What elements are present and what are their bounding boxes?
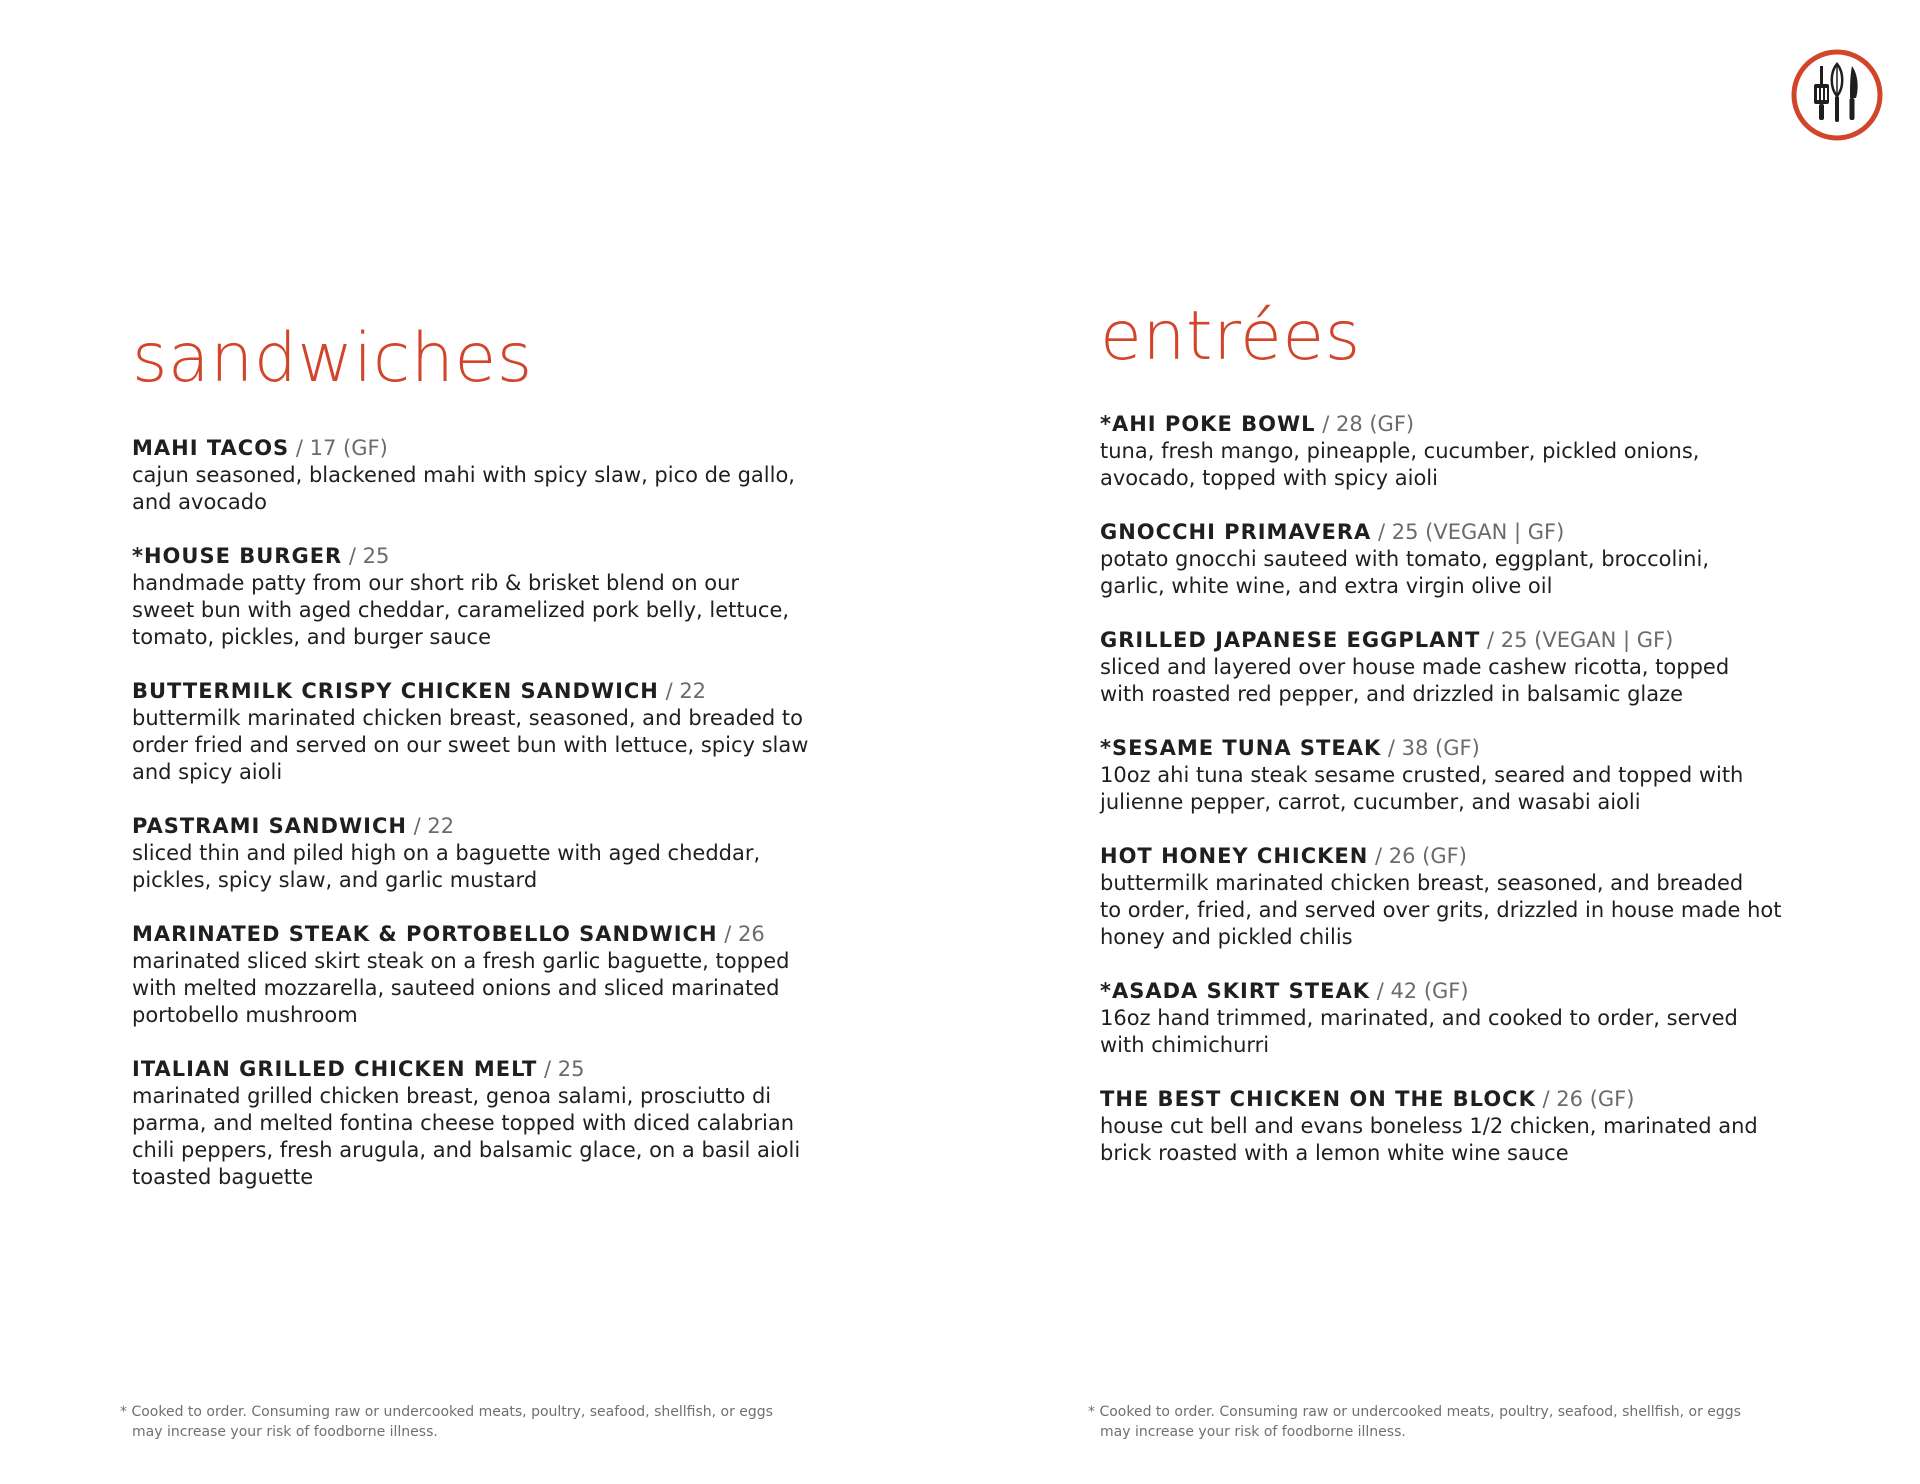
description-line: portobello mushroom: [132, 1003, 358, 1027]
item-description: [132, 462, 852, 516]
description-line: 10oz ahi tuna steak sesame crusted, seared and topped with: [1100, 763, 1744, 787]
item-price: / 25 (VEGAN | GF): [1378, 520, 1565, 544]
disclaimer-sandwiches: [120, 1402, 840, 1442]
item-description: [132, 840, 852, 894]
menu-item: [132, 920, 852, 1029]
menu-item: [1100, 842, 1820, 951]
menu-item: [132, 1055, 852, 1191]
item-price: / 25 (VEGAN | GF): [1487, 628, 1674, 652]
item-name: MARINATED STEAK & PORTOBELLO SANDWICH: [132, 922, 718, 946]
item-description: [1100, 1005, 1820, 1059]
menu-item: [1100, 410, 1820, 492]
entrees-list: [1100, 410, 1820, 1193]
description-line: garlic, white wine, and extra virgin olive oil: [1100, 574, 1553, 598]
section-title-entrees: entrées: [1100, 297, 1361, 376]
description-line: avocado, topped with spicy aioli: [1100, 466, 1438, 490]
item-name: *ASADA SKIRT STEAK: [1100, 979, 1370, 1003]
item-name: *SESAME TUNA STEAK: [1100, 736, 1382, 760]
disclaimer-entrees: [1088, 1402, 1808, 1442]
menu-item: [1100, 734, 1820, 816]
item-name: ITALIAN GRILLED CHICKEN MELT: [132, 1057, 538, 1081]
description-line: parma, and melted fontina cheese topped with diced calabrian: [132, 1111, 795, 1135]
description-line: to order, fried, and served over grits, drizzled in house made hot: [1100, 898, 1782, 922]
menu-item: [1100, 626, 1820, 708]
sandwiches-list: [132, 434, 852, 1217]
section-title-sandwiches: sandwiches: [132, 319, 533, 398]
item-name: MAHI TACOS: [132, 436, 290, 460]
item-description: [132, 570, 852, 651]
menu-item: [132, 434, 852, 516]
disclaimer-line: may increase your risk of foodborne illness.: [1100, 1424, 1406, 1440]
description-line: sweet bun with aged cheddar, caramelized pork belly, lettuce,: [132, 598, 790, 622]
item-name: GNOCCHI PRIMAVERA: [1100, 520, 1372, 544]
description-line: tomato, pickles, and burger sauce: [132, 625, 491, 649]
description-line: house cut bell and evans boneless 1/2 chicken, marinated and: [1100, 1114, 1758, 1138]
menu-item: [132, 542, 852, 651]
item-description: [1100, 762, 1820, 816]
description-line: buttermilk marinated chicken breast, seasoned, and breaded to: [132, 706, 803, 730]
description-line: cajun seasoned, blackened mahi with spicy slaw, pico de gallo,: [132, 463, 795, 487]
description-line: sliced and layered over house made cashew ricotta, topped: [1100, 655, 1730, 679]
menu-item: [1100, 1085, 1820, 1167]
description-line: with chimichurri: [1100, 1033, 1270, 1057]
item-name: HOT HONEY CHICKEN: [1100, 844, 1369, 868]
disclaimer-line: * Cooked to order. Consuming raw or undercooked meats, poultry, seafood, shellfish, or eggs: [1088, 1404, 1741, 1420]
description-line: toasted baguette: [132, 1165, 314, 1189]
item-description: [132, 948, 852, 1029]
item-price: / 26 (GF): [1542, 1087, 1635, 1111]
description-line: pickles, spicy slaw, and garlic mustard: [132, 868, 538, 892]
item-price: / 25: [348, 544, 390, 568]
item-name: *AHI POKE BOWL: [1100, 412, 1316, 436]
description-line: julienne pepper, carrot, cucumber, and wasabi aioli: [1100, 790, 1641, 814]
item-description: [1100, 654, 1820, 708]
item-name: BUTTERMILK CRISPY CHICKEN SANDWICH: [132, 679, 659, 703]
item-description: [1100, 546, 1820, 600]
description-line: marinated grilled chicken breast, genoa salami, prosciutto di: [132, 1084, 772, 1108]
item-description: [1100, 438, 1820, 492]
description-line: tuna, fresh mango, pineapple, cucumber, pickled onions,: [1100, 439, 1700, 463]
description-line: chili peppers, fresh arugula, and balsamic glace, on a basil aioli: [132, 1138, 801, 1162]
menu-item: [1100, 977, 1820, 1059]
disclaimer-line: * Cooked to order. Consuming raw or undercooked meats, poultry, seafood, shellfish, or eggs: [120, 1404, 773, 1420]
item-price: / 22: [413, 814, 455, 838]
description-line: potato gnocchi sauteed with tomato, eggplant, broccolini,: [1100, 547, 1709, 571]
item-price: / 17 (GF): [295, 436, 388, 460]
item-description: [132, 1083, 852, 1191]
item-price: / 26: [724, 922, 765, 946]
description-line: brick roasted with a lemon white wine sauce: [1100, 1141, 1569, 1165]
kitchen-utensils-logo-icon: [1790, 48, 1884, 142]
item-description: [132, 705, 852, 786]
item-description: [1100, 870, 1820, 951]
item-price: / 26 (GF): [1375, 844, 1467, 868]
description-line: handmade patty from our short rib & brisket blend on our: [132, 571, 740, 595]
description-line: honey and pickled chilis: [1100, 925, 1353, 949]
description-line: sliced thin and piled high on a baguette with aged cheddar,: [132, 841, 761, 865]
description-line: order fried and served on our sweet bun with lettuce, spicy slaw: [132, 733, 809, 757]
item-price: / 25: [544, 1057, 585, 1081]
item-name: THE BEST CHICKEN ON THE BLOCK: [1100, 1087, 1536, 1111]
description-line: marinated sliced skirt steak on a fresh garlic baguette, topped: [132, 949, 790, 973]
item-name: GRILLED JAPANESE EGGPLANT: [1100, 628, 1481, 652]
item-price: / 42 (GF): [1376, 979, 1469, 1003]
description-line: 16oz hand trimmed, marinated, and cooked to order, served: [1100, 1006, 1738, 1030]
item-name: PASTRAMI SANDWICH: [132, 814, 407, 838]
description-line: with melted mozzarella, sauteed onions and sliced marinated: [132, 976, 780, 1000]
menu-item: [1100, 518, 1820, 600]
description-line: with roasted red pepper, and drizzled in balsamic glaze: [1100, 682, 1684, 706]
disclaimer-line: may increase your risk of foodborne illness.: [132, 1424, 438, 1440]
menu-item: [132, 677, 852, 786]
menu-item: [132, 812, 852, 894]
item-price: / 28 (GF): [1322, 412, 1415, 436]
item-price: / 22: [665, 679, 707, 703]
item-name: *HOUSE BURGER: [132, 544, 343, 568]
item-description: [1100, 1113, 1820, 1167]
description-line: and spicy aioli: [132, 760, 283, 784]
description-line: and avocado: [132, 490, 267, 514]
description-line: buttermilk marinated chicken breast, seasoned, and breaded: [1100, 871, 1744, 895]
item-price: / 38 (GF): [1387, 736, 1480, 760]
